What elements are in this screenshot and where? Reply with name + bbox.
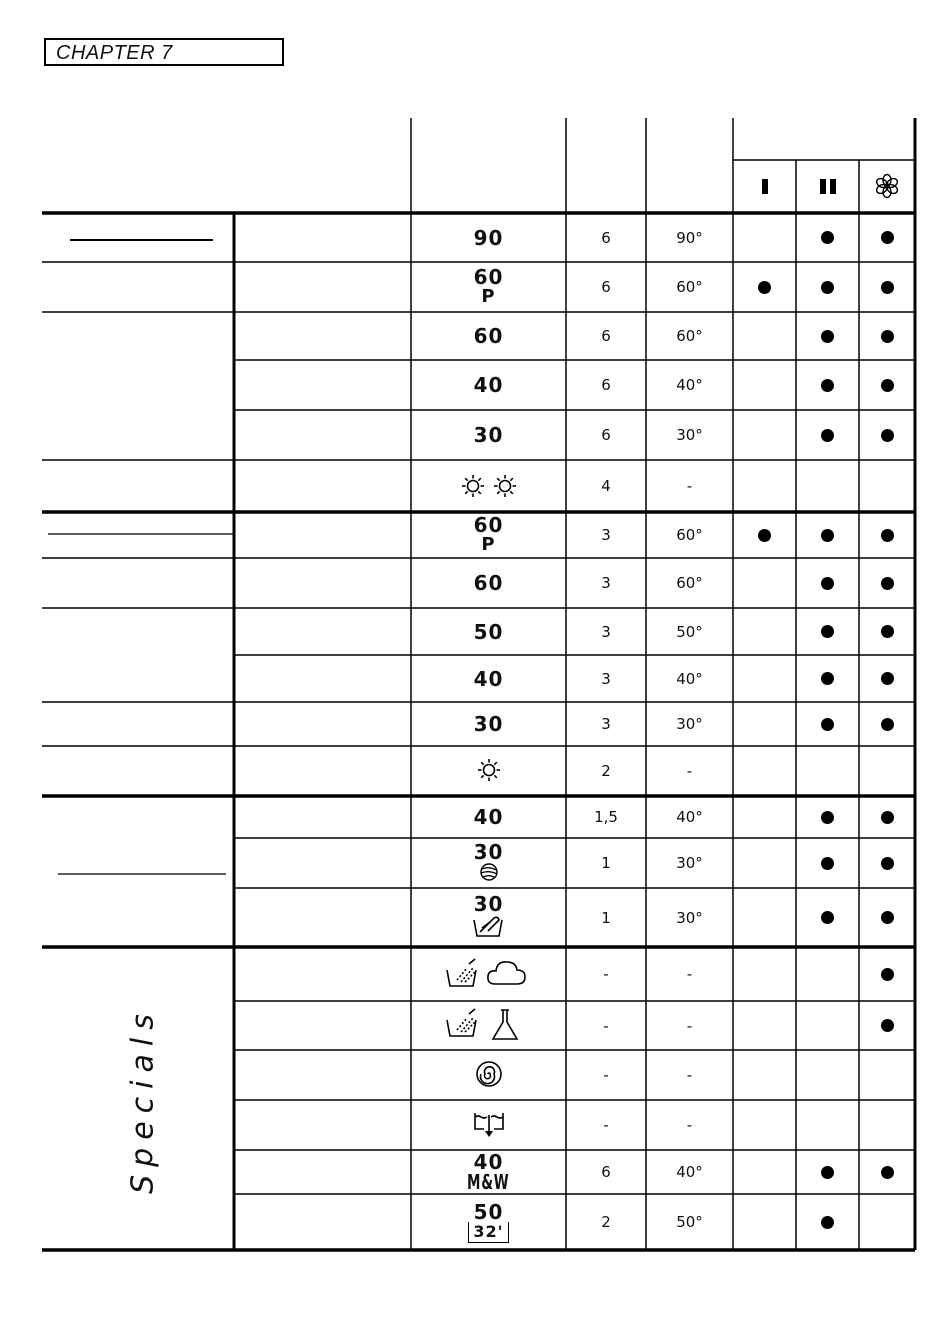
load-value: 3 — [601, 526, 611, 544]
softener-dot — [859, 655, 915, 702]
wash-dot — [796, 608, 859, 655]
program-code-text: 30 — [473, 423, 504, 447]
hand-wash-icon — [472, 914, 506, 941]
bullet-icon — [881, 577, 894, 590]
softener-dot — [859, 213, 915, 262]
bullet-icon — [821, 718, 834, 731]
program-symbol — [411, 838, 566, 888]
temperature-value: 30° — [676, 715, 703, 733]
program-symbol — [411, 213, 566, 262]
wash-dot — [796, 1194, 859, 1250]
bullet-icon — [881, 625, 894, 638]
softener-dot — [859, 360, 915, 410]
bullet-icon — [881, 529, 894, 542]
load-value: - — [603, 1016, 609, 1035]
load-value: 1 — [601, 908, 611, 927]
chapter-title: CHAPTER 7 — [56, 42, 173, 64]
load-value: 2 — [601, 762, 611, 780]
temperature-value: 60° — [676, 526, 703, 544]
load-value: 6 — [601, 376, 611, 394]
temperature-value: - — [686, 477, 693, 495]
drain-icon — [472, 1109, 506, 1142]
bullet-icon — [821, 625, 834, 638]
bullet-icon — [758, 529, 771, 542]
temperature-value: 90° — [676, 228, 703, 247]
load-value: 1 — [601, 854, 611, 872]
bullet-icon — [881, 811, 894, 824]
bullet-icon — [821, 330, 834, 343]
program-symbol — [411, 512, 566, 558]
program-code-text: 40 — [473, 805, 504, 829]
load-value: 3 — [601, 622, 611, 641]
program-code-text: 50 — [473, 619, 504, 644]
program-code-text: 40 — [473, 1150, 504, 1174]
load-value: - — [603, 965, 609, 983]
softener-dot — [859, 1001, 915, 1050]
load-value: 6 — [601, 327, 611, 345]
load-value: 6 — [601, 426, 611, 444]
bullet-icon — [821, 379, 834, 392]
softener-dot — [859, 512, 915, 558]
wash-dot — [796, 262, 859, 312]
bullet-icon — [821, 529, 834, 542]
wash-dot — [796, 360, 859, 410]
bullet-icon — [821, 1166, 834, 1179]
bullet-icon — [821, 281, 834, 294]
bullet-icon — [881, 857, 894, 870]
program-symbol — [411, 655, 566, 702]
bullet-icon — [821, 577, 834, 590]
program-symbol — [411, 262, 566, 312]
load-value: 2 — [601, 1213, 611, 1231]
softener-dot — [859, 262, 915, 312]
program-symbol — [411, 888, 566, 947]
bullet-icon — [821, 811, 834, 824]
program-code-text: 30 — [473, 712, 504, 736]
bullet-icon — [881, 718, 894, 731]
load-value: 3 — [601, 715, 611, 733]
prewash-bar-icon — [733, 163, 796, 209]
wash-dot — [796, 888, 859, 947]
program-code-text: 50 — [473, 1199, 504, 1224]
temperature-value: - — [686, 1066, 693, 1084]
program-symbol — [411, 1194, 566, 1250]
program-code-text: P — [481, 286, 496, 307]
bullet-icon — [821, 857, 834, 870]
program-symbol — [411, 1150, 566, 1194]
program-symbol — [411, 746, 566, 796]
program-code-text: 60 — [473, 324, 504, 348]
program-symbol — [411, 947, 566, 1001]
bullet-icon — [881, 968, 894, 981]
program-code-text: 90 — [473, 225, 504, 250]
program-symbol — [411, 796, 566, 838]
wash-dot — [796, 558, 859, 608]
prewash-dot — [733, 262, 796, 312]
temperature-value: 50° — [676, 622, 703, 641]
program-code-text: 40 — [473, 373, 504, 397]
program-symbol — [411, 1100, 566, 1150]
bullet-icon — [821, 1216, 834, 1229]
temperature-value: 30° — [676, 854, 703, 872]
program-code-text: 30 — [473, 892, 504, 916]
softener-dot — [859, 838, 915, 888]
bullet-icon — [821, 911, 834, 924]
bullet-icon — [881, 1166, 894, 1179]
wash-dot — [796, 410, 859, 460]
wash-double-bar-icon — [796, 163, 859, 209]
bullet-icon — [881, 911, 894, 924]
temperature-value: 40° — [676, 376, 703, 394]
program-code-text: 40 — [473, 666, 504, 691]
shower-flask-icon — [443, 1006, 535, 1045]
bullet-icon — [881, 231, 894, 244]
program-symbol — [411, 312, 566, 360]
load-value: 6 — [601, 228, 611, 247]
softener-dot — [859, 702, 915, 746]
bullet-icon — [758, 281, 771, 294]
temperature-value: 40° — [676, 808, 703, 826]
program-symbol — [411, 1050, 566, 1100]
bullet-icon — [881, 672, 894, 685]
load-value: - — [603, 1116, 609, 1134]
bullet-icon — [821, 429, 834, 442]
load-value: - — [603, 1066, 609, 1084]
program-symbol — [411, 608, 566, 655]
temperature-value: 30° — [676, 426, 703, 444]
softener-dot — [859, 558, 915, 608]
wash-dot — [796, 213, 859, 262]
temperature-value: - — [686, 762, 693, 780]
softener-dot — [859, 312, 915, 360]
program-code-text: 60 — [473, 513, 504, 537]
program-symbol — [411, 460, 566, 512]
load-value: 3 — [601, 669, 611, 688]
temperature-value: 60° — [676, 278, 703, 296]
temperature-value: 60° — [676, 574, 703, 592]
softener-dot — [859, 947, 915, 1001]
temperature-value: 50° — [676, 1213, 703, 1231]
temperature-value: - — [686, 965, 693, 983]
softener-dot — [859, 1150, 915, 1194]
temperature-value: 30° — [676, 908, 703, 927]
bullet-icon — [821, 231, 834, 244]
program-code-text: 32' — [468, 1222, 508, 1243]
softener-dot — [859, 608, 915, 655]
program-symbol — [411, 1001, 566, 1050]
shower-cloud-icon — [443, 956, 535, 993]
program-code-text: M&W — [467, 1170, 510, 1194]
program-symbol — [411, 702, 566, 746]
wash-dot — [796, 702, 859, 746]
wash-dot — [796, 512, 859, 558]
wool-ball-icon — [478, 862, 500, 885]
wash-dot — [796, 1150, 859, 1194]
spin-spiral-icon — [475, 1060, 503, 1091]
bullet-icon — [881, 281, 894, 294]
two-sun-icon — [460, 473, 518, 499]
load-value: 1,5 — [594, 808, 618, 826]
temperature-value: 60° — [676, 327, 703, 345]
program-symbol — [411, 410, 566, 460]
load-value: 3 — [601, 574, 611, 592]
softener-dot — [859, 796, 915, 838]
bullet-icon — [821, 672, 834, 685]
temperature-value: 40° — [676, 669, 703, 688]
softener-flower-icon — [859, 163, 915, 209]
wash-dot — [796, 312, 859, 360]
wash-dot — [796, 796, 859, 838]
bullet-icon — [881, 330, 894, 343]
prewash-dot — [733, 512, 796, 558]
program-symbol — [411, 558, 566, 608]
softener-dot — [859, 410, 915, 460]
wash-dot — [796, 838, 859, 888]
program-code-text: P — [481, 534, 496, 555]
load-value: 6 — [601, 278, 611, 296]
program-symbol — [411, 360, 566, 410]
program-code-text: 60 — [473, 265, 504, 289]
load-value: 6 — [601, 1163, 611, 1181]
temperature-value: - — [686, 1016, 693, 1035]
program-code-text: 60 — [473, 571, 504, 595]
wash-dot — [796, 655, 859, 702]
bullet-icon — [881, 379, 894, 392]
bullet-icon — [881, 429, 894, 442]
temperature-value: - — [686, 1116, 693, 1134]
specials-section-label: Specials — [125, 1006, 161, 1194]
temperature-value: 40° — [676, 1163, 703, 1181]
program-code-text: 30 — [473, 839, 504, 864]
bullet-icon — [881, 1019, 894, 1032]
load-value: 4 — [601, 477, 611, 495]
softener-dot — [859, 888, 915, 947]
sun-icon — [476, 757, 502, 786]
